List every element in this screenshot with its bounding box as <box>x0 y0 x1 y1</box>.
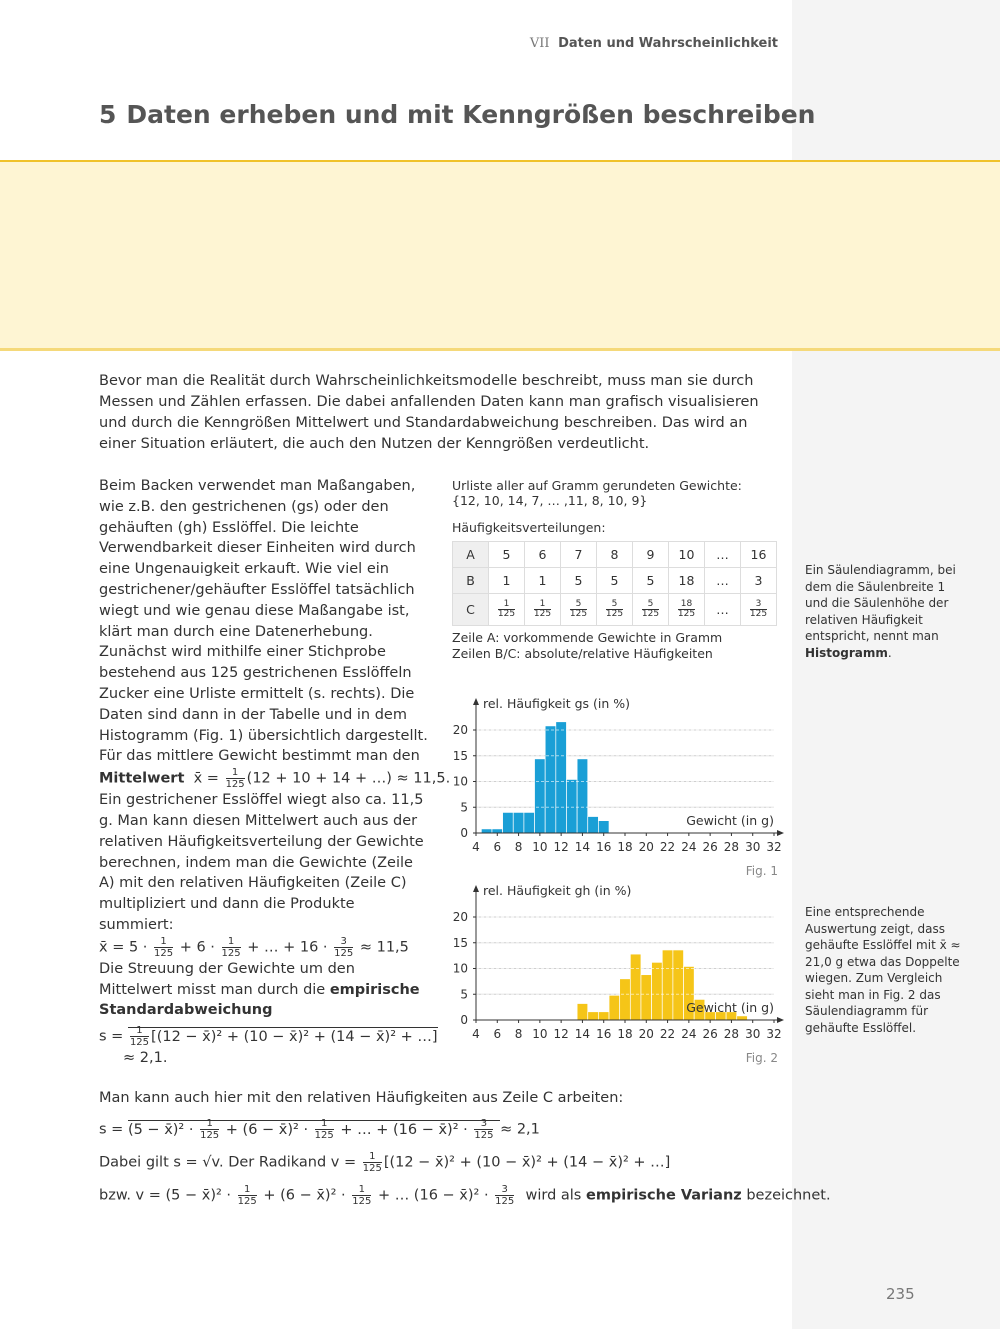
x-tick-label: 30 <box>745 840 761 854</box>
y-axis-arrow <box>473 885 479 892</box>
histogram-bar <box>535 759 546 833</box>
caption-rows-bc: Zeilen B/C: absolute/relative Häufigkeiten <box>452 646 713 661</box>
x-tick-label: 10 <box>532 840 548 854</box>
table-row <box>453 594 777 626</box>
histogram-bar <box>545 726 556 833</box>
y-axis-arrow <box>473 698 479 705</box>
x-tick-label: 8 <box>514 840 523 854</box>
table-label: Häufigkeitsverteilungen: <box>452 520 606 535</box>
x-tick-label: 14 <box>574 1027 591 1041</box>
x-tick-label: 6 <box>493 840 502 854</box>
y-tick-label: 0 <box>460 826 468 840</box>
histogram-bar <box>620 979 631 1020</box>
histogram-term: Histogramm <box>805 645 888 660</box>
histogram-gs <box>448 690 788 880</box>
variance-formula: bzw. v = (5 − x̄)² · $\frac{1}{125}$ + (6 − x̄)² · $\frac{1}{125}$ + … (16 − x̄)² · $\frac{3}{125}$ wird als empirische Varianz bezeichnet. <box>99 1184 831 1207</box>
table-cell: 9 <box>633 542 669 568</box>
bottom-section <box>99 1088 831 1217</box>
table-caption <box>452 630 782 662</box>
x-tick-label: 16 <box>596 840 612 854</box>
caption-row-a: Zeile A: vorkommende Gewichte in Gramm <box>452 630 723 645</box>
histogram-bar <box>524 812 535 833</box>
x-tick-label: 4 <box>472 1027 480 1041</box>
x-tick-label: 10 <box>532 1027 548 1041</box>
page-title <box>99 100 815 129</box>
table-cell: 7 <box>561 542 597 568</box>
histogram-bar <box>662 950 673 1020</box>
intro-paragraph: Bevor man die Realität durch Wahrscheinlichkeitsmodelle beschreibt, muss man sie durch Messen und Zählen erfassen. Die dabei anfallenden Daten kann man grafisch visualisieren und durch die Kenngrößen Mittelwert und Standardabweichung beschreiben. Das wird an einer Situation erläutert, die auch den Nutzen der Kenngrößen verdeutlicht. <box>99 373 759 452</box>
histogram-bar <box>641 975 652 1020</box>
histogram-bar <box>577 759 588 833</box>
x-axis-label: Gewicht (in g) <box>686 1000 774 1015</box>
table-cell: 1 <box>525 568 561 594</box>
table-row <box>453 568 777 594</box>
mean-formula-lhs: x̄ = <box>193 770 219 787</box>
table-cell: 18 <box>669 568 705 594</box>
x-axis-label: Gewicht (in g) <box>686 813 774 828</box>
histogram-bar <box>598 821 609 833</box>
histogram-bar <box>652 962 663 1020</box>
figure-label: Fig. 1 <box>745 864 778 878</box>
fraction-1-125: $\frac{1}{125}$ <box>225 767 245 791</box>
running-head <box>530 36 778 51</box>
side-note-histogram: Ein Säulendiagramm, bei dem die Säulenbreite 1 und die Säulenhöhe der relativen Häufigkeit entspricht, nennt man Histogramm. <box>805 563 956 660</box>
histogram-bar <box>566 779 577 833</box>
histogram-bar <box>588 1012 599 1020</box>
histogram-bar <box>481 829 492 833</box>
histogram-bar <box>737 1016 748 1020</box>
x-tick-label: 32 <box>766 840 782 854</box>
table-cell: … <box>705 568 741 594</box>
table-row <box>453 542 777 568</box>
histogram-bar <box>577 1004 588 1020</box>
x-axis-arrow <box>777 830 784 836</box>
histogram-bar <box>556 722 567 833</box>
x-tick-label: 30 <box>745 1027 761 1041</box>
x-tick-label: 22 <box>659 1027 676 1041</box>
x-tick-label: 20 <box>638 1027 654 1041</box>
histogram-bar <box>513 812 524 833</box>
page-number: 235 <box>886 1285 915 1303</box>
table-cell: … <box>705 542 741 568</box>
x-tick-label: 8 <box>514 1027 523 1041</box>
chapter-title: Daten und Wahrscheinlichkeit <box>558 36 778 51</box>
y-tick-label: 0 <box>460 1013 468 1027</box>
x-tick-label: 12 <box>553 840 569 854</box>
table-cell: 1 <box>489 568 525 594</box>
paragraph-baking: Beim Backen verwendet man Maßangaben, wie z.B. den gestrichenen (gs) oder den gehäuften (gh) Esslöffel. Die leichte Verwendbarkeit dieser Einheiten wird durch eine Ungenauigkeit erkauft. Wie viel ein gestrichener/gehäufter Esslöffel tatsächlich wiegt und wie genau diese Maßangabe ist, klärt man durch eine Datenerhebung. <box>99 478 416 640</box>
x-tick-label: 20 <box>638 840 654 854</box>
y-axis-label: rel. Häufigkeit gh (in %) <box>483 883 632 898</box>
x-tick-label: 4 <box>472 840 480 854</box>
table-cell: 5 <box>561 568 597 594</box>
x-tick-label: 12 <box>553 1027 569 1041</box>
x-axis-arrow <box>777 1017 784 1023</box>
sd-formula: s = $\frac{1}{125}$ [(12 − x̄)² + (10 − x̄)² + (14 − x̄)² + …] <box>99 1025 438 1049</box>
table-cell: 3 <box>741 568 777 594</box>
right-column <box>452 478 782 662</box>
histogram-bar <box>673 950 684 1020</box>
table-cell: $\frac{5}{125}$ <box>561 594 597 626</box>
sd-term: empirische Standardabweichung <box>99 981 420 1019</box>
histogram-bar <box>492 829 503 833</box>
x-tick-label: 28 <box>723 840 740 854</box>
table-row-header: C <box>453 594 489 626</box>
table-cell: 5 <box>489 542 525 568</box>
y-tick-label: 15 <box>452 935 468 950</box>
table-cell: 5 <box>597 568 633 594</box>
y-tick-label: 10 <box>452 774 468 789</box>
x-tick-label: 14 <box>574 840 591 854</box>
x-tick-label: 18 <box>617 1027 633 1041</box>
y-tick-label: 15 <box>452 748 468 763</box>
urliste-label: Urliste aller auf Gramm gerundeten Gewichte: <box>452 478 742 493</box>
table-cell: 10 <box>669 542 705 568</box>
x-tick-label: 24 <box>681 1027 697 1041</box>
histogram-bar <box>588 817 599 833</box>
table-cell: 6 <box>525 542 561 568</box>
histogram-bar <box>598 1012 609 1020</box>
y-tick-label: 5 <box>460 800 468 815</box>
sd-result: ≈ 2,1. <box>123 1050 168 1067</box>
mean-formula-rhs: (12 + 10 + 14 + …) ≈ 11,5. <box>246 770 451 787</box>
table-cell: 16 <box>741 542 777 568</box>
side-note-comparison: Eine entsprechende Auswertung zeigt, dass gehäufte Esslöffel mit x̄ ≈ 21,0 g etwa das Doppelte wiegen. Zum Vergleich sieht man in Fig. 2 das Säulendiagramm für gehäufte Esslöffel. <box>805 905 961 1035</box>
table-cell: 8 <box>597 542 633 568</box>
table-cell: $\frac{1}{125}$ <box>489 594 525 626</box>
chapter-number: VII <box>529 36 550 51</box>
paragraph-sample: Zunächst wird mithilfe einer Stichprobe bestehend aus 125 gestrichenen Esslöffeln Zucker eine Urliste ermittelt (s. rechts). Die Daten sind dann in der Tabelle und in dem Histogramm (Fig. 1) übersichtlich dargestellt. Für das mittlere Gewicht bestimmt man den <box>99 644 428 765</box>
x-tick-label: 24 <box>681 840 697 854</box>
x-tick-label: 26 <box>702 840 718 854</box>
table-cell: $\frac{3}{125}$ <box>741 594 777 626</box>
mean-term: Mittelwert <box>99 770 185 787</box>
y-tick-label: 5 <box>460 987 468 1002</box>
sd-formula-relative: s = (5 − x̄)² · $\frac{1}{125}$ + (6 − x̄)² · $\frac{1}{125}$ + … + (16 − x̄)² · $\frac{3}{125}$ ≈ 2,1 <box>99 1118 540 1141</box>
table-cell: $\frac{5}{125}$ <box>633 594 669 626</box>
x-tick-label: 18 <box>617 840 633 854</box>
paragraph-relative: Man kann auch hier mit den relativen Häufigkeiten aus Zeile C arbeiten: <box>99 1090 624 1106</box>
left-column <box>99 476 451 1069</box>
intro-banner <box>0 162 1000 351</box>
y-tick-label: 10 <box>452 961 468 976</box>
paragraph-spread: Die Streuung der Gewichte um den Mittelwert misst man durch die empirische Standardabweichung <box>99 960 420 1019</box>
sqrt-sign: $\frac{1}{125}$ [(12 − x̄)² + (10 − x̄)² + (14 − x̄)² + …] <box>129 1025 438 1049</box>
variance-term: empirische Varianz <box>585 1187 742 1204</box>
table-cell: $\frac{5}{125}$ <box>597 594 633 626</box>
table-cell: 5 <box>633 568 669 594</box>
x-tick-label: 26 <box>702 1027 718 1041</box>
mean-formula-relative: x̄ = 5 · $\frac{1}{125}$ + 6 · $\frac{1}{125}$ + … + 16 · $\frac{3}{125}$ ≈ 11,5 <box>99 935 409 959</box>
mean-formula <box>99 767 451 791</box>
histogram-gh <box>448 877 788 1067</box>
table-row-header: A <box>453 542 489 568</box>
section-number: 5 <box>99 100 117 129</box>
x-tick-label: 22 <box>659 840 676 854</box>
radicand-formula: Dabei gilt s = √v. Der Radikand v = $\frac{1}{125}$ [(12 − x̄)² + (10 − x̄)² + (14 − x̄)² + …] <box>99 1151 671 1174</box>
y-tick-label: 20 <box>452 910 468 924</box>
histogram-bar <box>630 954 641 1020</box>
table-cell: $\frac{18}{125}$ <box>669 594 705 626</box>
x-tick-label: 6 <box>493 1027 502 1041</box>
table-cell: $\frac{1}{125}$ <box>525 594 561 626</box>
x-tick-label: 16 <box>596 1027 612 1041</box>
table-row-header: B <box>453 568 489 594</box>
y-tick-label: 20 <box>452 723 468 737</box>
x-tick-label: 28 <box>723 1027 740 1041</box>
section-title: Daten erheben und mit Kenngrößen beschreiben <box>126 100 816 129</box>
table-cell: … <box>705 594 741 626</box>
histogram-bar <box>609 995 620 1020</box>
figure-label: Fig. 2 <box>745 1051 778 1065</box>
y-axis-label: rel. Häufigkeit gs (in %) <box>483 696 631 711</box>
urliste: {12, 10, 14, 7, … ,11, 8, 10, 9} <box>452 493 648 508</box>
frequency-table <box>452 541 777 626</box>
histogram-bar <box>503 812 514 833</box>
x-tick-label: 32 <box>766 1027 782 1041</box>
paragraph-mean: Ein gestrichener Esslöffel wiegt also ca. 11,5 g. Man kann diesen Mittelwert auch aus der relativen Häufigkeitsverteilung der Gewichte berechnen, indem man die Gewichte (Zeile A) mit den relativen Häufigkeiten (Zeile C) multipliziert und dann die Produkte summiert: <box>99 792 424 933</box>
